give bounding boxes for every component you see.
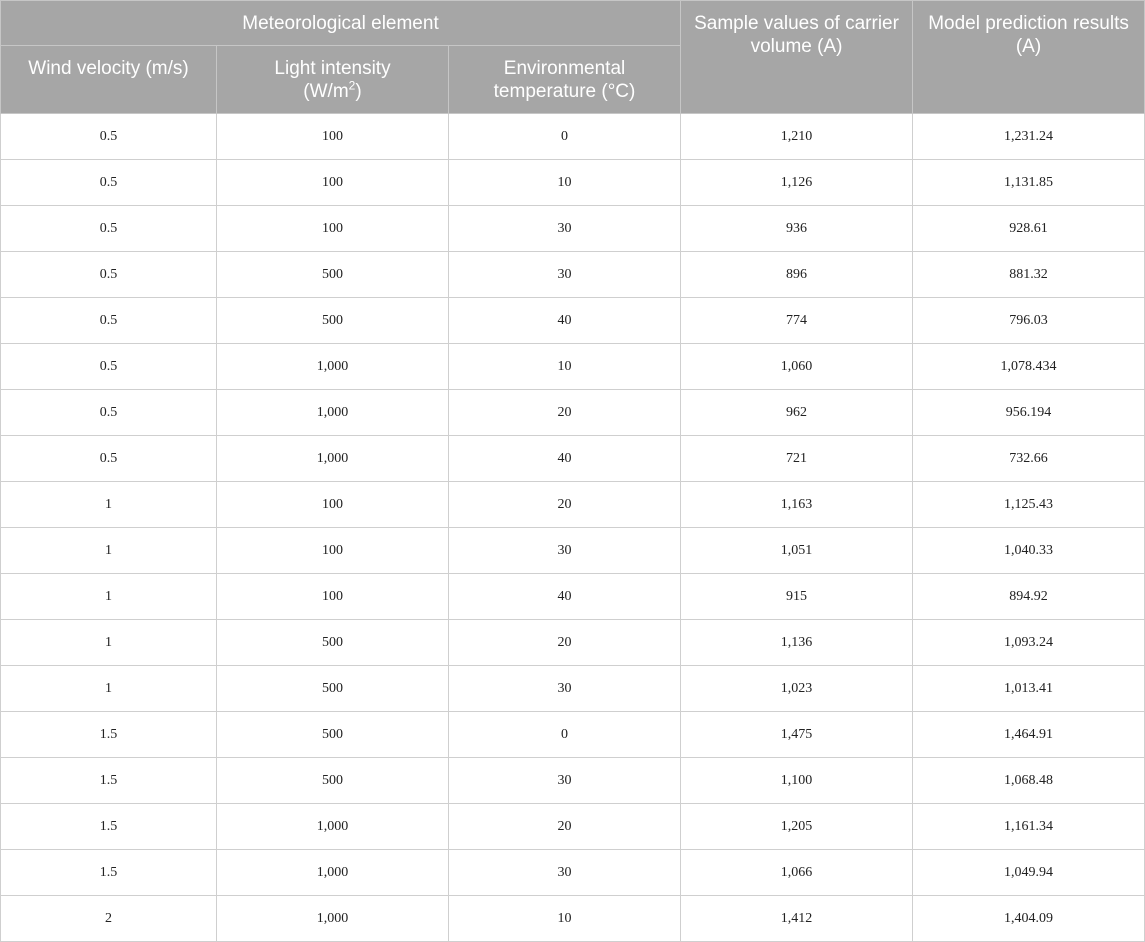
cell-wind-velocity: 1 — [1, 528, 217, 574]
cell-model-result: 1,049.94 — [913, 850, 1145, 896]
cell-temperature: 0 — [449, 712, 681, 758]
cell-wind-velocity: 0.5 — [1, 206, 217, 252]
table-row — [1, 620, 1145, 666]
cell-temperature: 30 — [449, 666, 681, 712]
cell-wind-velocity: 0.5 — [1, 160, 217, 206]
header-light-intensity — [217, 46, 449, 114]
cell-sample-value: 721 — [681, 436, 913, 482]
cell-temperature: 20 — [449, 390, 681, 436]
cell-model-result: 1,464.91 — [913, 712, 1145, 758]
cell-temperature: 40 — [449, 298, 681, 344]
cell-sample-value: 896 — [681, 252, 913, 298]
cell-sample-value: 915 — [681, 574, 913, 620]
cell-model-result: 1,068.48 — [913, 758, 1145, 804]
cell-light-intensity: 500 — [217, 620, 449, 666]
table-row — [1, 436, 1145, 482]
cell-light-intensity: 1,000 — [217, 390, 449, 436]
cell-model-result: 1,404.09 — [913, 896, 1145, 942]
cell-temperature: 40 — [449, 574, 681, 620]
cell-model-result: 1,093.24 — [913, 620, 1145, 666]
table-row — [1, 252, 1145, 298]
header-model-prediction: Model prediction results (A) — [913, 1, 1145, 114]
table-row — [1, 850, 1145, 896]
cell-wind-velocity: 1 — [1, 620, 217, 666]
cell-sample-value: 1,126 — [681, 160, 913, 206]
cell-light-intensity: 500 — [217, 298, 449, 344]
cell-model-result: 732.66 — [913, 436, 1145, 482]
cell-light-intensity: 100 — [217, 160, 449, 206]
header-environmental-temperature: Environmental temperature (°C) — [449, 46, 681, 114]
table-row — [1, 206, 1145, 252]
cell-model-result: 1,231.24 — [913, 114, 1145, 160]
cell-model-result: 1,040.33 — [913, 528, 1145, 574]
table-row — [1, 896, 1145, 942]
table-row — [1, 804, 1145, 850]
cell-light-intensity: 1,000 — [217, 344, 449, 390]
cell-wind-velocity: 0.5 — [1, 344, 217, 390]
cell-model-result: 1,078.434 — [913, 344, 1145, 390]
table-body — [1, 114, 1145, 942]
cell-model-result: 881.32 — [913, 252, 1145, 298]
cell-light-intensity: 100 — [217, 528, 449, 574]
cell-wind-velocity: 0.5 — [1, 436, 217, 482]
header-light-label: Light intensity — [274, 58, 390, 79]
table-row — [1, 482, 1145, 528]
cell-wind-velocity: 0.5 — [1, 298, 217, 344]
cell-light-intensity: 500 — [217, 758, 449, 804]
cell-light-intensity: 1,000 — [217, 850, 449, 896]
cell-sample-value: 1,023 — [681, 666, 913, 712]
cell-sample-value: 1,136 — [681, 620, 913, 666]
cell-wind-velocity: 1.5 — [1, 804, 217, 850]
table-row — [1, 160, 1145, 206]
cell-light-intensity: 100 — [217, 114, 449, 160]
header-light-unit — [303, 81, 361, 102]
cell-sample-value: 1,060 — [681, 344, 913, 390]
header-light-unit-exponent: 2 — [349, 79, 356, 93]
cell-sample-value: 774 — [681, 298, 913, 344]
cell-wind-velocity: 0.5 — [1, 114, 217, 160]
cell-light-intensity: 1,000 — [217, 436, 449, 482]
cell-model-result: 928.61 — [913, 206, 1145, 252]
cell-sample-value: 1,475 — [681, 712, 913, 758]
cell-model-result: 894.92 — [913, 574, 1145, 620]
cell-wind-velocity: 1 — [1, 666, 217, 712]
cell-model-result: 1,131.85 — [913, 160, 1145, 206]
header-light-unit-base: (W/m — [303, 81, 348, 102]
cell-light-intensity: 1,000 — [217, 804, 449, 850]
cell-wind-velocity: 1.5 — [1, 712, 217, 758]
cell-sample-value: 1,051 — [681, 528, 913, 574]
header-wind-velocity: Wind velocity (m/s) — [1, 46, 217, 114]
cell-light-intensity: 500 — [217, 666, 449, 712]
cell-temperature: 30 — [449, 528, 681, 574]
cell-sample-value: 962 — [681, 390, 913, 436]
cell-wind-velocity: 1.5 — [1, 850, 217, 896]
cell-light-intensity: 500 — [217, 252, 449, 298]
header-meteorological-element: Meteorological element — [1, 1, 681, 46]
cell-model-result: 1,125.43 — [913, 482, 1145, 528]
cell-wind-velocity: 1 — [1, 482, 217, 528]
table-row — [1, 390, 1145, 436]
cell-model-result: 956.194 — [913, 390, 1145, 436]
header-light-unit-close: ) — [355, 81, 361, 102]
cell-sample-value: 1,066 — [681, 850, 913, 896]
table-row — [1, 298, 1145, 344]
cell-sample-value: 1,210 — [681, 114, 913, 160]
cell-sample-value: 1,412 — [681, 896, 913, 942]
table-row — [1, 574, 1145, 620]
cell-temperature: 30 — [449, 758, 681, 804]
cell-light-intensity: 1,000 — [217, 896, 449, 942]
table-row — [1, 712, 1145, 758]
cell-sample-value: 1,163 — [681, 482, 913, 528]
cell-temperature: 20 — [449, 620, 681, 666]
cell-temperature: 10 — [449, 344, 681, 390]
cell-light-intensity: 100 — [217, 574, 449, 620]
cell-temperature: 10 — [449, 896, 681, 942]
cell-wind-velocity: 0.5 — [1, 390, 217, 436]
cell-model-result: 1,013.41 — [913, 666, 1145, 712]
cell-temperature: 40 — [449, 436, 681, 482]
cell-wind-velocity: 1.5 — [1, 758, 217, 804]
cell-temperature: 30 — [449, 252, 681, 298]
cell-wind-velocity: 0.5 — [1, 252, 217, 298]
cell-sample-value: 1,100 — [681, 758, 913, 804]
cell-temperature: 10 — [449, 160, 681, 206]
table-header — [1, 1, 1145, 114]
cell-light-intensity: 500 — [217, 712, 449, 758]
cell-wind-velocity: 1 — [1, 574, 217, 620]
cell-model-result: 796.03 — [913, 298, 1145, 344]
cell-model-result: 1,161.34 — [913, 804, 1145, 850]
cell-temperature: 30 — [449, 850, 681, 896]
cell-temperature: 0 — [449, 114, 681, 160]
cell-sample-value: 1,205 — [681, 804, 913, 850]
cell-temperature: 20 — [449, 482, 681, 528]
cell-wind-velocity: 2 — [1, 896, 217, 942]
table-row — [1, 666, 1145, 712]
header-sample-values: Sample values of carrier volume (A) — [681, 1, 913, 114]
table-row — [1, 114, 1145, 160]
cell-light-intensity: 100 — [217, 206, 449, 252]
table-row — [1, 344, 1145, 390]
table-row — [1, 528, 1145, 574]
cell-temperature: 20 — [449, 804, 681, 850]
cell-sample-value: 936 — [681, 206, 913, 252]
table-row — [1, 758, 1145, 804]
cell-temperature: 30 — [449, 206, 681, 252]
cell-light-intensity: 100 — [217, 482, 449, 528]
